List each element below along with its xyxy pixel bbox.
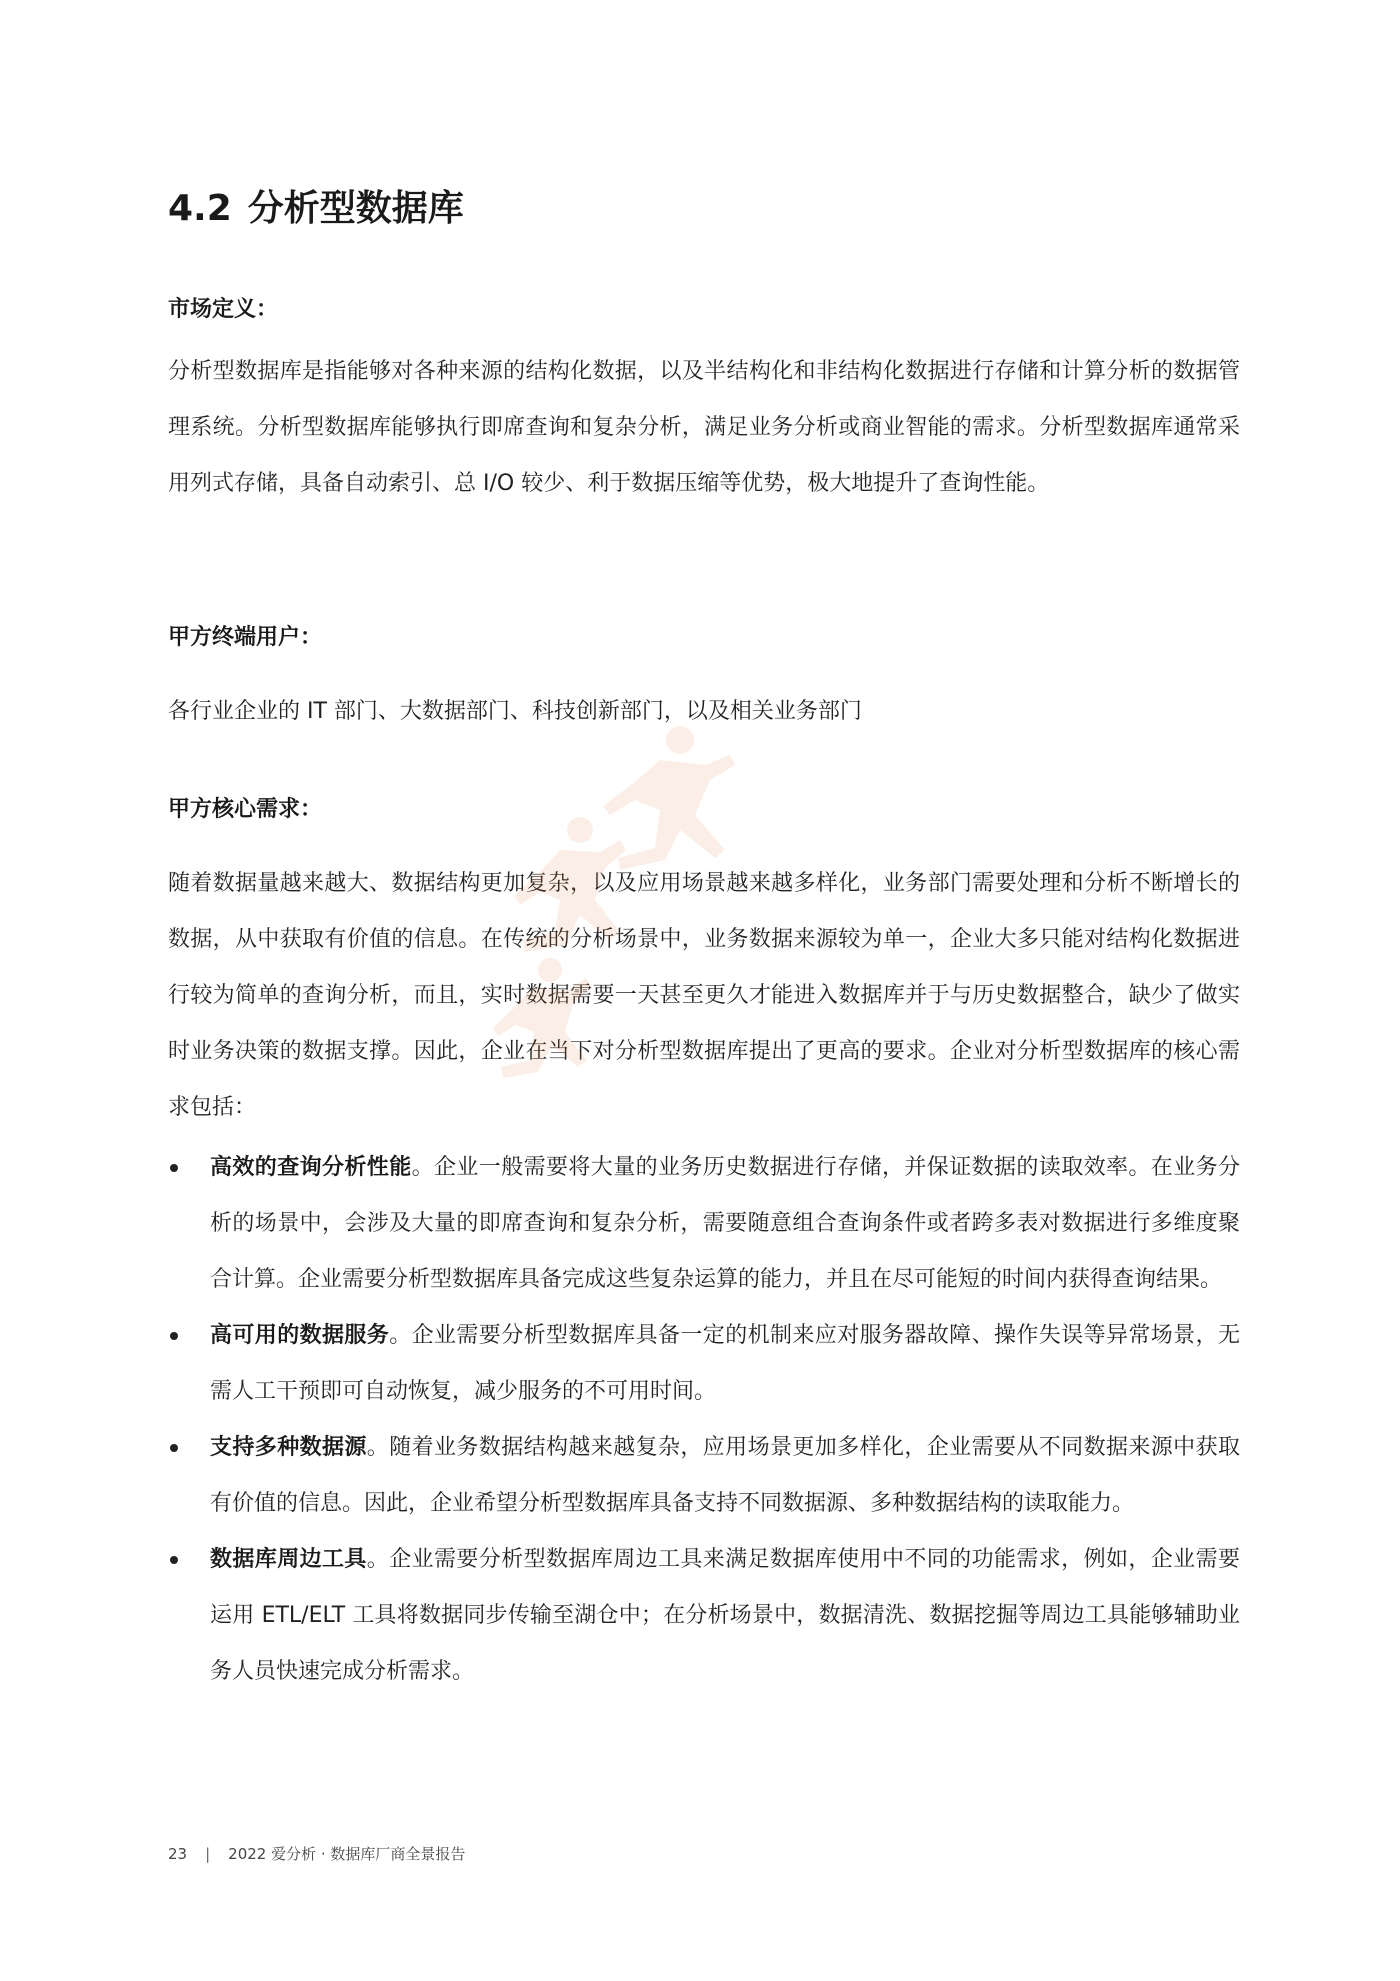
core-needs-text: 随着数据量越来越大、数据结构更加复杂，以及应用场景越来越多样化，业务部门需要处理和分析不断增长的数据，从中获取有价值的信息。在传统的分析场景中，业务数据来源较为单一，企业大多只能对结构化数据进行较为简单的查询分析，而且，实时数据需要一天甚至更久才能进入数据库并于与历史数据整合，缺少了做实时业务决策的数据支撑。因此，企业在当下对分析型数据库提出了更高的要求。企业对分析型数据库的核心需求包括： — [168, 871, 1240, 1120]
list-item — [168, 1308, 1240, 1420]
footer-separator: | — [205, 1845, 211, 1863]
section-number: 4.2 — [168, 188, 232, 229]
market-definition-label: 市场定义： — [168, 297, 279, 322]
bullet-icon — [170, 1164, 178, 1172]
list-item-text: 。企业一般需要将大量的业务历史数据进行存储，并保证数据的读取效率。在业务分析的场景中，会涉及大量的即席查询和复杂分析，需要随意组合查询条件或者跨多表对数据进行多维度聚合计算。企业需要分析型数据库具备完成这些复杂运算的能力，并且在尽可能短的时间内获得查询结果。 — [210, 1155, 1240, 1292]
list-item — [168, 1140, 1240, 1308]
list-item — [168, 1420, 1240, 1532]
page-number: 23 — [168, 1845, 188, 1863]
list-item-text: 。企业需要分析型数据库具备一定的机制来应对服务器故障、操作失误等异常场景，无需人工干预即可自动恢复，减少服务的不可用时间。 — [210, 1323, 1240, 1404]
report-title: 2022 爱分析 · 数据库厂商全景报告 — [228, 1845, 466, 1863]
market-definition-text: 分析型数据库是指能够对各种来源的结构化数据，以及半结构化和非结构化数据进行存储和计算分析的数据管理系统。分析型数据库能够执行即席查询和复杂分析，满足业务分析或商业智能的需求。分析型数据库通常采用列式存储，具备自动索引、总 I/O 较少、利于数据压缩等优势，极大地提升了查询性能。 — [168, 359, 1240, 496]
list-item — [168, 1532, 1240, 1700]
list-item-text: 。企业需要分析型数据库周边工具来满足数据库使用中不同的功能需求，例如，企业需要运用 ETL/ELT 工具将数据同步传输至湖仓中；在分析场景中，数据清洗、数据挖掘等周边工具能够辅助业务人员快速完成分析需求。 — [210, 1547, 1240, 1684]
report-page — [168, 0, 1240, 1981]
core-needs-list — [168, 1140, 1240, 1700]
section-title — [168, 180, 464, 231]
end-users-label: 甲方终端用户： — [168, 625, 323, 650]
bullet-icon — [170, 1556, 178, 1564]
page-footer — [168, 1843, 465, 1864]
end-users-text: 各行业企业的 IT 部门、大数据部门、科技创新部门，以及相关业务部门 — [168, 699, 862, 724]
list-item-heading: 数据库周边工具 — [210, 1547, 367, 1572]
list-item-heading: 支持多种数据源 — [210, 1435, 367, 1460]
bullet-icon — [170, 1444, 178, 1452]
core-needs-label: 甲方核心需求： — [168, 797, 323, 822]
list-item-heading: 高可用的数据服务 — [210, 1323, 390, 1348]
list-item-text: 。随着业务数据结构越来越复杂，应用场景更加多样化，企业需要从不同数据来源中获取有价值的信息。因此，企业希望分析型数据库具备支持不同数据源、多种数据结构的读取能力。 — [210, 1435, 1240, 1516]
list-item-heading: 高效的查询分析性能 — [210, 1155, 412, 1180]
section-title-text: 分析型数据库 — [247, 188, 464, 229]
bullet-icon — [170, 1332, 178, 1340]
